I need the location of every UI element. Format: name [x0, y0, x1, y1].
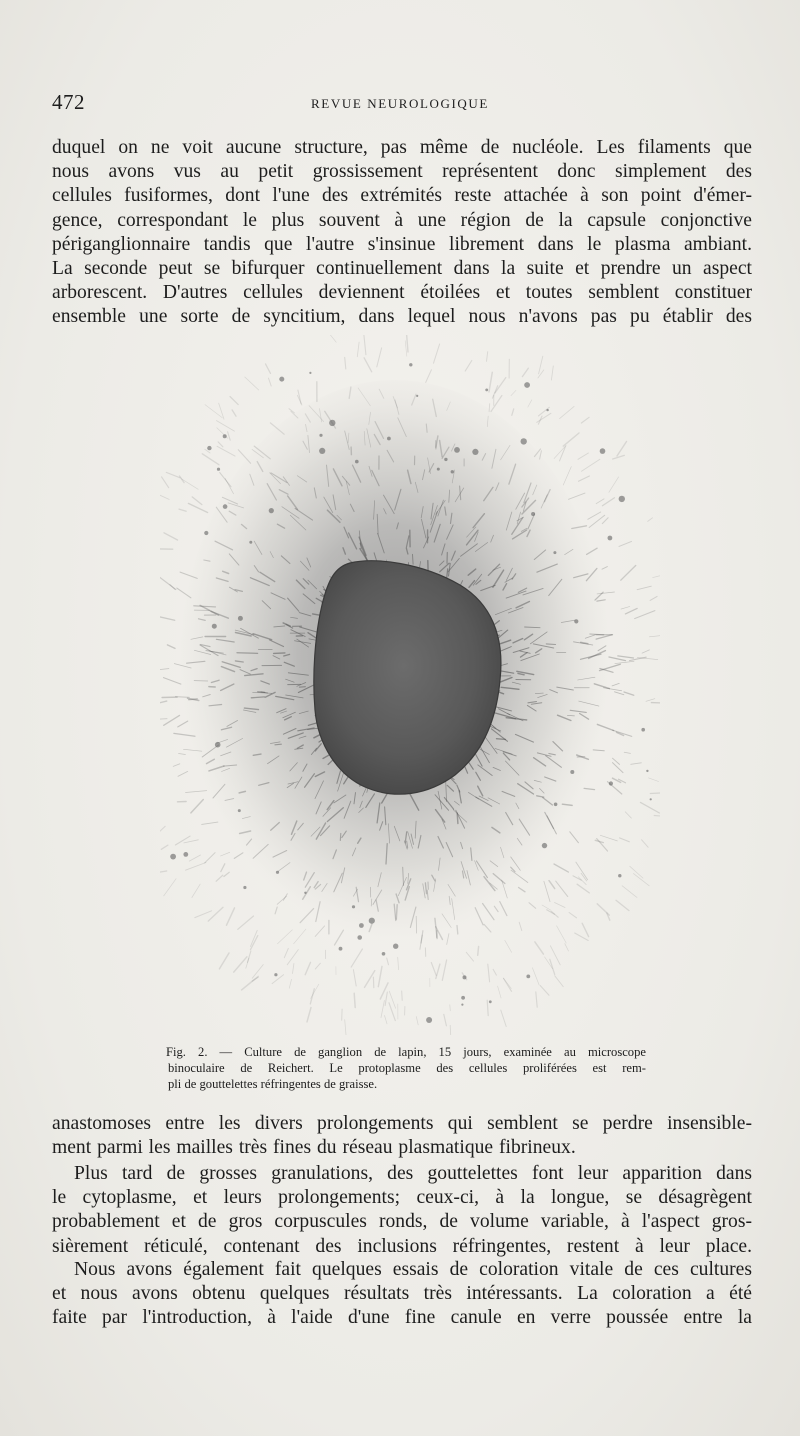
figure-caption	[166, 1044, 646, 1093]
fiber-stroke	[551, 911, 558, 917]
fiber-stroke	[353, 970, 356, 986]
fiber-stroke	[618, 656, 634, 658]
fiber-stroke	[278, 930, 293, 944]
fiber-stroke	[275, 744, 281, 745]
fiber-stroke	[327, 335, 336, 342]
text-line: anastomoses entre les divers prolongements qui semblent se perdre insensible-	[52, 1113, 752, 1134]
fiber-stroke	[487, 1000, 488, 1015]
droplet	[319, 434, 322, 437]
fiber-stroke	[269, 378, 272, 386]
fiber-stroke	[613, 455, 625, 459]
droplet	[531, 512, 535, 516]
droplet	[223, 434, 227, 438]
fiber-stroke	[600, 835, 617, 841]
fiber-stroke	[650, 596, 657, 600]
fiber-stroke	[573, 876, 581, 880]
fiber-stroke	[642, 840, 649, 847]
fiber-stroke	[532, 968, 539, 985]
fiber-stroke	[609, 657, 626, 661]
text-line: La seconde peut se bifurquer continuellement dans la suite et prendre un aspect	[52, 258, 752, 280]
fiber-stroke	[649, 778, 659, 782]
fiber-stroke	[189, 699, 198, 700]
fiber-stroke	[162, 477, 169, 488]
fiber-stroke	[221, 864, 225, 872]
fiber-stroke	[364, 358, 372, 372]
text-line: et nous avons obtenu quelques résultats très intéressants. La coloration a été	[52, 1283, 752, 1305]
fiber-stroke	[651, 703, 660, 704]
fiber-stroke	[538, 407, 549, 416]
droplet	[574, 619, 578, 623]
droplet	[553, 551, 556, 554]
fiber-stroke	[184, 840, 198, 843]
fiber-stroke	[484, 924, 491, 932]
fiber-stroke	[220, 473, 231, 487]
fiber-stroke	[444, 1014, 447, 1025]
fiber-stroke	[495, 378, 506, 393]
fiber-stroke	[289, 979, 291, 988]
fiber-stroke	[528, 400, 532, 407]
fiber-stroke	[565, 944, 569, 951]
fiber-stroke	[493, 969, 496, 975]
fiber-stroke	[345, 357, 346, 369]
droplet	[319, 448, 325, 454]
droplet	[387, 437, 391, 441]
droplet	[382, 952, 386, 956]
droplet	[570, 770, 574, 774]
fiber-stroke	[186, 863, 206, 871]
fiber-stroke	[381, 1001, 384, 1018]
fiber-stroke	[635, 611, 655, 619]
fiber-stroke	[544, 881, 550, 901]
fiber-stroke	[251, 697, 264, 698]
fiber-stroke	[653, 575, 660, 578]
fiber-stroke	[202, 454, 219, 465]
droplet	[238, 809, 241, 812]
droplet	[352, 905, 355, 908]
fiber-stroke	[192, 884, 200, 897]
fiber-stroke	[538, 416, 542, 424]
fiber-stroke	[535, 942, 544, 954]
fiber-stroke	[188, 503, 207, 512]
paragraph-1	[52, 136, 752, 330]
droplet	[524, 382, 530, 388]
running-head: REVUE NEUROLOGIQUE	[311, 96, 489, 111]
fiber-stroke	[615, 692, 624, 695]
droplet	[554, 803, 558, 807]
text-line: ment parmi les mailles très fines du réseau plasmatique fibrineux.	[52, 1137, 576, 1159]
fiber-stroke	[625, 608, 637, 614]
droplet	[485, 389, 488, 392]
fiber-stroke	[569, 493, 586, 499]
fiber-stroke	[620, 838, 630, 842]
fiber-stroke	[164, 533, 178, 540]
text-line: cellules fusiformes, dont l'une des extrémités reste attachée à son point d'émer-	[52, 185, 752, 207]
fiber-stroke	[311, 984, 319, 998]
droplet	[641, 728, 645, 732]
fiber-stroke	[631, 763, 642, 765]
fiber-stroke	[378, 966, 382, 986]
fiber-stroke	[582, 923, 588, 936]
fiber-stroke	[217, 421, 235, 432]
fiber-stroke	[624, 752, 630, 753]
fiber-stroke	[377, 348, 382, 367]
fiber-stroke	[641, 802, 660, 813]
droplet	[437, 468, 440, 471]
fiber-stroke	[546, 644, 555, 645]
fiber-stroke	[181, 479, 198, 490]
caption-line: pli de gouttelettes réfringentes de graisse.	[168, 1077, 378, 1092]
fiber-stroke	[569, 913, 576, 918]
droplet	[276, 871, 279, 874]
fiber-stroke	[637, 586, 651, 590]
droplet	[304, 892, 306, 894]
droplet	[526, 975, 530, 979]
droplet	[546, 409, 548, 411]
fiber-stroke	[560, 406, 575, 418]
fiber-stroke	[266, 364, 271, 374]
fiber-stroke	[294, 929, 306, 944]
paragraph-2	[52, 1112, 752, 1160]
droplet	[238, 616, 243, 621]
fiber-stroke	[457, 926, 458, 934]
fiber-stroke	[310, 989, 314, 1004]
fiber-stroke	[402, 991, 403, 1000]
droplet	[207, 446, 211, 450]
droplet	[521, 438, 527, 444]
fiber-stroke	[578, 453, 588, 459]
fiber-stroke	[634, 874, 650, 886]
droplet	[619, 496, 625, 502]
fiber-stroke	[426, 424, 427, 432]
droplet	[489, 1000, 492, 1003]
text-line: Nous avons également fait quelques essais de coloration vitale de ces cultures	[74, 1259, 752, 1280]
droplet	[542, 843, 547, 848]
fiber-stroke	[450, 1025, 451, 1035]
fiber-stroke	[551, 366, 553, 380]
fiber-stroke	[398, 957, 399, 970]
fiber-stroke	[602, 567, 607, 570]
fiber-stroke	[164, 879, 176, 896]
fiber-stroke	[351, 949, 362, 967]
fiber-stroke	[246, 958, 249, 968]
text-line: le cytoplasme, et leurs prolongements; ceux-ci, à la longue, se désagrègent	[52, 1187, 752, 1209]
droplet	[409, 363, 412, 366]
caption-line: Fig. 2. — Culture de ganglion de lapin, 15 jours, examinée au microscope	[166, 1045, 646, 1059]
fiber-stroke	[164, 678, 181, 685]
text-line: Plus tard de grosses granulations, des gouttelettes font leur apparition dans	[74, 1163, 752, 1184]
fiber-stroke	[625, 812, 631, 818]
fiber-stroke	[450, 1005, 451, 1011]
fiber-stroke	[166, 472, 180, 477]
fiber-stroke	[613, 763, 624, 773]
fiber-stroke	[245, 377, 259, 390]
fiber-stroke	[498, 986, 502, 998]
droplet	[269, 508, 274, 513]
fiber-stroke	[160, 701, 167, 703]
fiber-stroke	[540, 986, 549, 996]
fiber-stroke	[170, 585, 175, 590]
fiber-stroke	[434, 344, 440, 363]
fiber-stroke	[650, 793, 660, 794]
fiber-stroke	[489, 404, 490, 412]
droplet	[355, 460, 359, 464]
fiber-stroke	[512, 409, 514, 415]
fiber-stroke	[305, 962, 310, 974]
droplet	[329, 420, 335, 426]
fiber-stroke	[413, 554, 414, 564]
fiber-stroke	[385, 992, 387, 1005]
text-line: sièrement réticulé, contenant des inclusions réfringentes, restent à leur place.	[52, 1235, 752, 1257]
fiber-stroke	[489, 372, 492, 392]
fiber-stroke	[612, 683, 619, 686]
fiber-stroke	[364, 335, 366, 355]
fiber-stroke	[160, 871, 167, 873]
fiber-stroke	[232, 410, 236, 416]
text-line: faite par l'introduction, à l'aide d'une fine canule en verre poussée entre la	[52, 1307, 752, 1329]
fiber-stroke	[619, 541, 632, 546]
fiber-stroke	[192, 497, 202, 505]
fiber-stroke	[385, 1016, 388, 1024]
fiber-stroke	[576, 862, 588, 880]
fiber-stroke	[550, 946, 560, 965]
fiber-stroke	[238, 916, 254, 929]
fiber-stroke	[503, 978, 511, 989]
fiber-stroke	[582, 459, 600, 471]
fiber-stroke	[284, 948, 288, 957]
droplet	[215, 742, 221, 748]
fiber-stroke	[578, 877, 586, 885]
fiber-stroke	[622, 886, 637, 898]
fiber-stroke	[511, 390, 516, 395]
droplet	[274, 973, 277, 976]
text-line: arborescent. D'autres cellules deviennent étoilées et toutes semblent constituer	[52, 282, 752, 304]
fiber-stroke	[340, 833, 341, 840]
fiber-stroke	[387, 958, 389, 965]
fiber-stroke	[160, 669, 169, 670]
fiber-stroke	[416, 1017, 418, 1025]
droplet	[461, 1004, 463, 1006]
fiber-stroke	[555, 903, 566, 908]
droplet	[357, 935, 362, 940]
fiber-stroke	[287, 950, 298, 965]
text-line: gence, correspondant le plus souvent à une région de la capsule conjonctive	[52, 209, 752, 231]
fiber-stroke	[234, 957, 247, 972]
fiber-stroke	[161, 845, 168, 849]
fiber-stroke	[202, 822, 218, 824]
fiber-stroke	[180, 476, 185, 483]
droplet	[359, 923, 364, 928]
fiber-stroke	[550, 959, 555, 974]
figure-ganglion-culture	[160, 335, 660, 1035]
fiber-stroke	[555, 976, 564, 987]
fiber-stroke	[354, 993, 355, 1007]
fiber-stroke	[160, 826, 165, 839]
droplet	[204, 531, 208, 535]
fiber-stroke	[539, 356, 543, 374]
page-header	[52, 90, 752, 118]
fiber-stroke	[160, 617, 175, 621]
droplet	[608, 536, 613, 541]
fiber-stroke	[602, 518, 608, 524]
fiber-stroke	[466, 952, 473, 961]
page-number: 472	[52, 90, 85, 114]
fiber-stroke	[218, 442, 223, 447]
droplet	[369, 918, 375, 924]
droplet	[426, 1017, 432, 1023]
fiber-stroke	[621, 566, 636, 581]
droplet	[600, 448, 606, 454]
fiber-stroke	[275, 907, 277, 914]
fiber-stroke	[219, 953, 229, 969]
fiber-stroke	[179, 754, 186, 755]
fiber-stroke	[357, 342, 359, 357]
droplet	[618, 874, 621, 877]
fiber-stroke	[616, 900, 629, 910]
droplet	[393, 944, 398, 949]
fiber-stroke	[649, 635, 660, 637]
fiber-stroke	[557, 926, 567, 943]
fiber-stroke	[230, 397, 238, 405]
fiber-stroke	[173, 764, 180, 767]
fiber-stroke	[609, 477, 619, 492]
fiber-stroke	[442, 960, 446, 980]
fiber-stroke	[570, 832, 579, 843]
fiber-stroke	[167, 645, 175, 649]
fiber-stroke	[178, 771, 188, 776]
droplet	[472, 449, 478, 455]
caption-line: binoculaire de Reichert. Le protoplasme des cellules proliférées est rem-	[168, 1061, 646, 1076]
fiber-stroke	[536, 992, 537, 1007]
droplet	[212, 624, 217, 629]
droplet	[339, 947, 343, 951]
droplet	[183, 852, 188, 857]
fiber-stroke	[175, 836, 190, 845]
fiber-stroke	[597, 839, 608, 851]
fiber-stroke	[228, 432, 231, 440]
droplet	[463, 975, 467, 979]
fiber-stroke	[345, 1020, 347, 1035]
fiber-stroke	[164, 715, 180, 725]
paragraph-4	[52, 1258, 752, 1331]
fiber-stroke	[426, 370, 432, 383]
fiber-stroke	[575, 933, 589, 941]
fiber-stroke	[648, 518, 653, 522]
fiber-stroke	[556, 881, 568, 896]
fiber-stroke	[221, 852, 230, 856]
fiber-stroke	[560, 446, 566, 461]
fiber-stroke	[191, 800, 203, 813]
droplet	[249, 541, 252, 544]
droplet	[454, 447, 460, 453]
fiber-stroke	[217, 446, 235, 456]
fiber-stroke	[487, 352, 488, 362]
fiber-stroke	[315, 963, 320, 969]
droplet	[650, 798, 652, 800]
paragraph-3	[52, 1162, 752, 1259]
fiber-stroke	[563, 433, 579, 446]
fiber-stroke	[579, 476, 590, 481]
fiber-stroke	[478, 947, 479, 956]
fiber-stroke	[501, 1010, 506, 1026]
fiber-stroke	[274, 653, 285, 654]
fiber-stroke	[617, 442, 627, 457]
fiber-stroke	[436, 964, 440, 979]
fiber-stroke	[554, 864, 568, 872]
fiber-stroke	[577, 884, 589, 893]
fiber-stroke	[505, 940, 512, 952]
droplet	[416, 395, 418, 397]
droplet	[243, 886, 246, 889]
fiber-stroke	[596, 499, 604, 504]
fiber-stroke	[160, 719, 167, 720]
droplet	[170, 854, 176, 860]
fiber-stroke	[642, 650, 649, 653]
figure-illustration	[160, 335, 660, 1035]
droplet	[461, 996, 465, 1000]
fiber-stroke	[179, 509, 186, 511]
fiber-stroke	[258, 692, 265, 693]
droplet	[444, 458, 447, 461]
fiber-stroke	[205, 853, 215, 863]
fiber-stroke	[615, 661, 634, 663]
fiber-stroke	[195, 911, 212, 918]
fiber-stroke	[272, 975, 283, 984]
droplet	[217, 468, 220, 471]
fiber-stroke	[654, 816, 660, 818]
fiber-stroke	[237, 653, 258, 654]
text-line: périganglionnaire tandis que l'autre s'insinue librement dans le plasma ambiant.	[52, 233, 752, 255]
fiber-stroke	[160, 495, 169, 499]
fiber-stroke	[588, 512, 601, 519]
fiber-stroke	[224, 872, 229, 876]
fiber-stroke	[537, 413, 551, 422]
fiber-stroke	[621, 607, 630, 610]
droplet	[451, 470, 454, 473]
fiber-stroke	[529, 903, 536, 909]
text-line: probablement et de gros corpuscules ronds, de volume variable, à l'aspect gros-	[52, 1211, 752, 1233]
fiber-stroke	[549, 881, 555, 889]
fiber-stroke	[431, 963, 436, 976]
fiber-stroke	[396, 905, 397, 920]
fiber-stroke	[189, 855, 200, 861]
fiber-stroke	[488, 964, 490, 982]
fiber-stroke	[465, 361, 472, 372]
fiber-stroke	[519, 922, 522, 930]
fiber-stroke	[208, 907, 223, 921]
droplet	[609, 781, 613, 785]
text-line: nous avons vus au petit grossissement représentent donc simplement des	[52, 161, 752, 183]
fiber-stroke	[405, 341, 407, 357]
droplet	[279, 377, 284, 382]
droplet	[223, 504, 228, 509]
fiber-stroke	[227, 908, 235, 925]
fiber-stroke	[307, 1008, 311, 1022]
fiber-stroke	[293, 964, 294, 974]
fiber-stroke	[216, 875, 223, 881]
droplet	[646, 770, 648, 772]
text-line: duquel on ne voit aucune structure, pas même de nucléole. Les filaments que	[52, 137, 752, 158]
text-line: ensemble une sorte de syncitium, dans lequel nous n'avons pas pu établir des	[52, 306, 752, 328]
fiber-stroke	[646, 699, 655, 702]
fiber-stroke	[581, 417, 589, 423]
fiber-stroke	[624, 692, 634, 695]
fiber-stroke	[522, 368, 528, 376]
fiber-stroke	[563, 467, 571, 486]
fiber-stroke	[568, 715, 575, 716]
fiber-stroke	[407, 335, 408, 352]
droplet	[309, 372, 311, 374]
